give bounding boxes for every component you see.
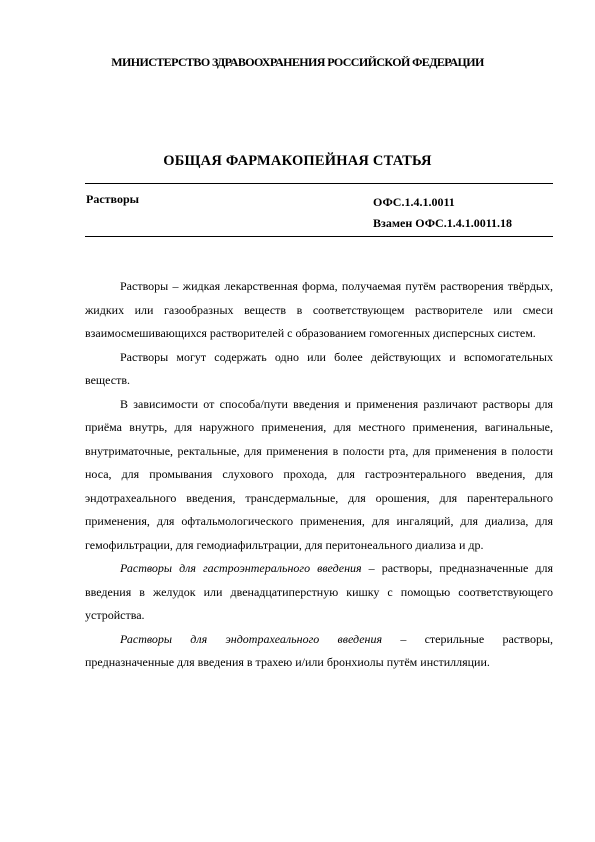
bottom-divider — [85, 236, 553, 237]
document-type-heading: ОБЩАЯ ФАРМАКОПЕЙНАЯ СТАТЬЯ — [163, 153, 432, 169]
article-body — [85, 275, 553, 675]
term-gastroenteral: Растворы для гастроэнтерального введения — [120, 561, 362, 575]
definition-endotracheal: – стерильные растворы, предназначенные для введения в трахею и/или бронхиолы путём инстилляции. — [85, 631, 554, 669]
replaces-code: Взамен ОФС.1.4.1.0011.18 — [373, 216, 513, 230]
top-divider — [85, 183, 553, 184]
article-title: Растворы — [86, 192, 139, 206]
term-endotracheal: Растворы для эндотрахеального введения — [120, 631, 383, 646]
paragraph-composition: Растворы могут содержать одно или более действующих и вспомогательных веществ. — [85, 349, 553, 387]
definition-gastroenteral: – растворы, предназначенные для введения в желудок или двенадцатиперстную кишку с помощью соответствующего устройства. — [85, 561, 553, 622]
article-code: ОФС.1.4.1.0011 — [373, 195, 455, 209]
ministry-heading: МИНИСТЕРСТВО ЗДРАВООХРАНЕНИЯ РОССИЙСКОЙ ФЕДЕРАЦИИ — [111, 55, 484, 69]
paragraph-gastroenteral — [85, 557, 553, 628]
paragraph-endotracheal — [85, 628, 553, 675]
article-codes — [373, 192, 512, 234]
paragraph-definition: Растворы – жидкая лекарственная форма, получаемая путём растворения твёрдых, жидких или газообразных веществ в соответствующем растворителе или смеси взаимосмешивающихся растворителей с образованием гомогенных дисперсных систем. — [85, 279, 553, 340]
paragraph-classification: В зависимости от способа/пути введения и применения различают растворы для приёма внутрь, для наружного применения, для местного применения, вагинальные, внутриматочные, ректальные, для применения в полости рта, для применения в полости носа, для промывания слухового прохода, для гастроэнтерального введения, для эндотрахеального введения, трансдермальные, для орошения, для парентерального применения, для офтальмологического применения, для ингаляций, для диализа, для гемофильтрации, для гемодиафильтрации, для перитонеального диализа и др. — [85, 396, 553, 552]
